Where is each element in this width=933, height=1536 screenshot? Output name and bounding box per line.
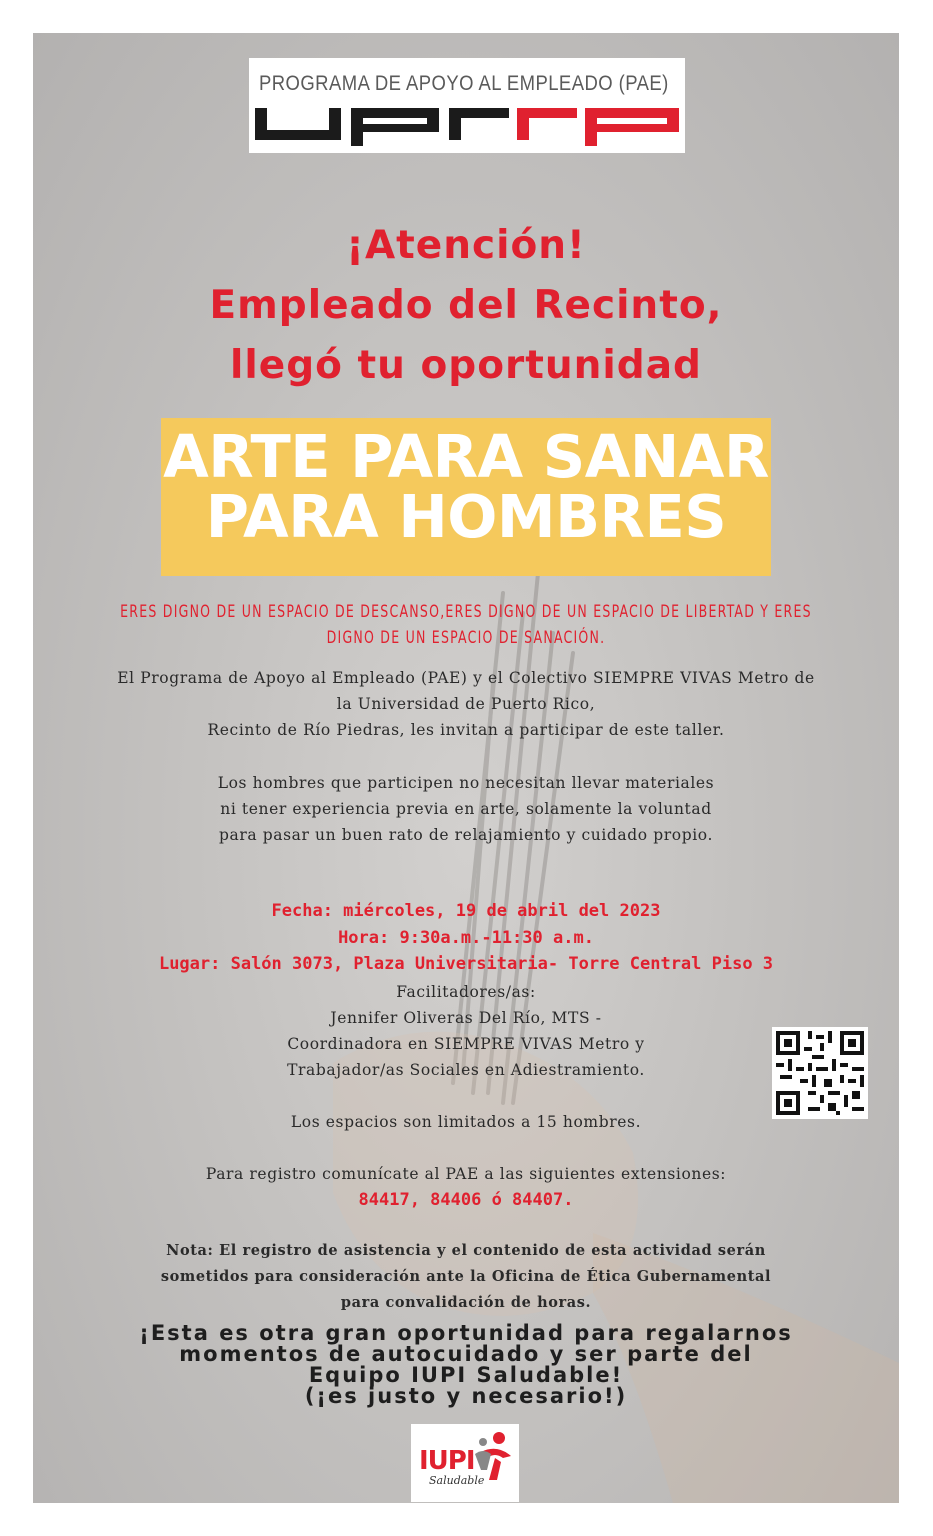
flyer-poster xyxy=(33,33,899,1503)
facilitators-heading: Facilitadores/as: xyxy=(396,983,536,1001)
tagline xyxy=(111,599,821,651)
registration-extensions: 84417, 84406 ó 84407. xyxy=(358,1190,574,1210)
facilitator-line: Jennifer Oliveras Del Río, MTS - xyxy=(330,1009,602,1027)
closing-message xyxy=(33,1323,899,1407)
intro-line: Recinto de Río Piedras, les invitan a participar de este taller. xyxy=(207,721,725,739)
facilitator-line: Trabajador/as Sociales en Adiestramiento. xyxy=(287,1061,645,1079)
attention-heading xyxy=(33,216,899,396)
attention-line: ¡Atención! xyxy=(346,223,586,268)
iupi-logo-subtitle: Saludable xyxy=(429,1474,485,1487)
title-line: PARA HOMBRES xyxy=(205,482,727,551)
note-line: sometidos para consideración ante la Oficina de Ética Gubernamental xyxy=(160,1268,772,1285)
closing-line: ¡Esta es otra gran oportunidad para regalarnos xyxy=(139,1321,793,1345)
registration-block xyxy=(33,1161,899,1214)
title-line: ARTE PARA SANAR xyxy=(163,422,769,491)
logo-caption: PROGRAMA DE APOYO AL EMPLEADO (PAE) xyxy=(259,72,669,95)
attention-line: Empleado del Recinto, xyxy=(209,283,723,328)
intro-line: El Programa de Apoyo al Empleado (PAE) y el Colectivo SIEMPRE VIVAS Metro de xyxy=(117,669,815,687)
intro-line: la Universidad de Puerto Rico, xyxy=(336,695,596,713)
capacity-limit: Los espacios son limitados a 15 hombres. xyxy=(290,1113,642,1131)
attention-line: llegó tu oportunidad xyxy=(230,343,702,388)
tagline-line: ERES DIGNO DE UN ESPACIO DE DESCANSO,ERES DIGNO DE UN ESPACIO DE LIBERTAD Y ERES xyxy=(120,602,812,622)
requirements-paragraph xyxy=(33,770,899,848)
closing-line: (¡es justo y necesario!) xyxy=(304,1384,628,1408)
iupi-saludable-logo xyxy=(411,1424,519,1502)
note-line: para convalidación de horas. xyxy=(340,1294,592,1311)
event-time: Hora: 9:30a.m.-11:30 a.m. xyxy=(338,927,594,948)
event-date: Fecha: miércoles, 19 de abril del 2023 xyxy=(271,901,661,921)
note-paragraph xyxy=(33,1238,899,1316)
closing-line: Equipo IUPI Saludable! xyxy=(308,1363,624,1387)
facilitators-block xyxy=(33,979,899,1083)
event-title xyxy=(33,422,899,551)
registration-text: Para registro comunícate al PAE a las siguientes extensiones: xyxy=(205,1165,727,1183)
event-details xyxy=(33,898,899,978)
uprrp-logo xyxy=(249,58,685,153)
facilitator-line: Coordinadora en SIEMPRE VIVAS Metro y xyxy=(287,1035,645,1053)
requirements-line: para pasar un buen rato de relajamiento y cuidado propio. xyxy=(219,826,713,844)
requirements-line: ni tener experiencia previa en arte, solamente la voluntad xyxy=(220,800,712,818)
event-location: Lugar: Salón 3073, Plaza Universitaria- Torre Central Piso 3 xyxy=(158,954,774,974)
requirements-line: Los hombres que participen no necesitan llevar materiales xyxy=(217,774,715,792)
tagline-line: DIGNO DE UN ESPACIO DE SANACIÓN. xyxy=(326,628,606,648)
qr-code-icon xyxy=(772,1027,868,1119)
iupi-logo-text: IUPI xyxy=(419,1446,475,1476)
note-line: Nota: El registro de asistencia y el contenido de esta actividad serán xyxy=(166,1242,766,1259)
intro-paragraph xyxy=(33,665,899,743)
qr-code[interactable] xyxy=(772,1027,868,1119)
uprrp-logo-mark xyxy=(255,102,679,146)
closing-line: momentos de autocuidado y ser parte del xyxy=(179,1342,753,1366)
